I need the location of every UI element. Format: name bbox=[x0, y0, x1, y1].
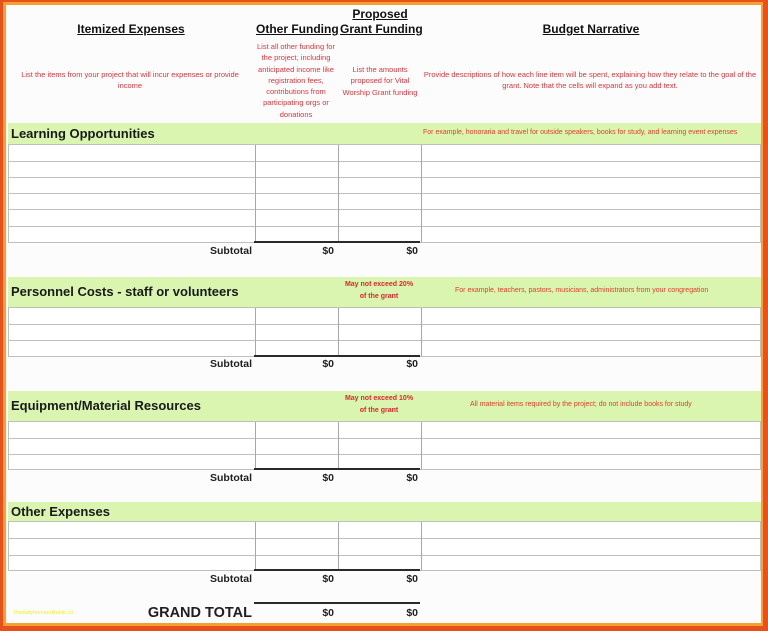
limit-note-line: of the grant bbox=[359, 292, 399, 300]
header-grant-funding: Grant Funding bbox=[340, 22, 423, 36]
table-row[interactable] bbox=[9, 438, 760, 439]
header-proposed: Proposed bbox=[352, 7, 408, 21]
table-row[interactable] bbox=[9, 226, 760, 227]
column-divider bbox=[421, 145, 422, 242]
section-title-equipment: Equipment/Material Resources bbox=[11, 398, 201, 413]
subtotal-grant-funding: $0 bbox=[406, 472, 418, 484]
subtotal-other-funding: $0 bbox=[322, 472, 334, 484]
column-divider bbox=[255, 308, 256, 356]
column-divider bbox=[255, 522, 256, 570]
column-divider bbox=[255, 145, 256, 242]
limit-note-personnel bbox=[334, 279, 424, 302]
grand-total-rule bbox=[254, 602, 420, 604]
section-band-equipment bbox=[8, 391, 761, 421]
limit-note-line: of the grant bbox=[359, 406, 399, 414]
header-other-funding: Other Funding bbox=[256, 22, 339, 36]
table-row[interactable] bbox=[9, 340, 760, 341]
column-divider bbox=[421, 308, 422, 356]
subtotal-other-funding: $0 bbox=[322, 358, 334, 370]
subtotal-label: Subtotal bbox=[210, 358, 252, 370]
note-narrative: Provide descriptions of how each line item will be spent, explaining how they relate to the goal of the grant. Note that the cells will expand as you add text. bbox=[423, 70, 757, 91]
note-other-funding: List all other funding for the project, including anticipated income like registration fees, contributions from participating orgs or donations bbox=[257, 42, 335, 119]
subtotal-grant-funding: $0 bbox=[406, 358, 418, 370]
section-band-other bbox=[8, 502, 761, 521]
table-row[interactable] bbox=[9, 193, 760, 194]
section-band-learning bbox=[8, 123, 761, 144]
budget-worksheet bbox=[6, 5, 761, 623]
table-row[interactable] bbox=[9, 177, 760, 178]
subtotal-rule bbox=[254, 355, 420, 357]
table-other bbox=[8, 521, 761, 571]
section-hint-equipment: All material items required by the project; do not include books for study bbox=[470, 401, 692, 408]
column-divider bbox=[421, 422, 422, 469]
note-itemized: List the items from your project that will incur expenses or provide income bbox=[21, 70, 239, 91]
limit-note-equipment bbox=[334, 393, 424, 416]
grand-total-grant-funding: $0 bbox=[406, 607, 418, 619]
subtotal-rule bbox=[254, 241, 420, 243]
header-budget-narrative: Budget Narrative bbox=[542, 22, 640, 36]
table-row[interactable] bbox=[9, 538, 760, 539]
subtotal-rule bbox=[254, 468, 420, 470]
column-divider bbox=[421, 522, 422, 570]
subtotal-other-funding: $0 bbox=[322, 245, 334, 257]
limit-note-line: May not exceed 10% bbox=[344, 395, 414, 402]
section-title-learning: Learning Opportunities bbox=[11, 126, 155, 141]
table-learning bbox=[8, 144, 761, 243]
subtotal-label: Subtotal bbox=[210, 573, 252, 585]
section-title-other: Other Expenses bbox=[11, 504, 110, 519]
watermark: thedailyhomeeditable.co bbox=[14, 610, 74, 616]
table-row[interactable] bbox=[9, 555, 760, 556]
table-row[interactable] bbox=[9, 324, 760, 325]
column-divider bbox=[338, 522, 339, 570]
column-divider bbox=[338, 145, 339, 242]
table-row[interactable] bbox=[9, 161, 760, 162]
column-divider bbox=[338, 308, 339, 356]
subtotal-rule bbox=[254, 569, 420, 571]
table-row[interactable] bbox=[9, 454, 760, 455]
section-hint-learning: For example, honoraria and travel for outside speakers, books for study, and learning event expenses bbox=[423, 129, 738, 136]
section-band-personnel bbox=[8, 277, 761, 307]
subtotal-grant-funding: $0 bbox=[406, 245, 418, 257]
grand-total-other-funding: $0 bbox=[322, 607, 334, 619]
grand-total-label: GRAND TOTAL bbox=[147, 605, 252, 621]
header-itemized-expenses: Itemized Expenses bbox=[77, 22, 185, 36]
section-hint-personnel: For example, teachers, pastors, musicians, administrators from your congregation bbox=[455, 287, 709, 294]
subtotal-grant-funding: $0 bbox=[406, 573, 418, 585]
subtotal-other-funding: $0 bbox=[322, 573, 334, 585]
subtotal-label: Subtotal bbox=[210, 245, 252, 257]
column-divider bbox=[255, 422, 256, 469]
section-title-personnel: Personnel Costs - staff or volunteers bbox=[11, 284, 239, 299]
subtotal-label: Subtotal bbox=[210, 472, 252, 484]
table-equipment bbox=[8, 421, 761, 470]
limit-note-line: May not exceed 20% bbox=[344, 281, 414, 288]
note-grant-funding: List the amounts proposed for Vital Worship Grant funding bbox=[342, 65, 418, 97]
table-row[interactable] bbox=[9, 209, 760, 210]
table-personnel bbox=[8, 307, 761, 357]
column-divider bbox=[338, 422, 339, 469]
